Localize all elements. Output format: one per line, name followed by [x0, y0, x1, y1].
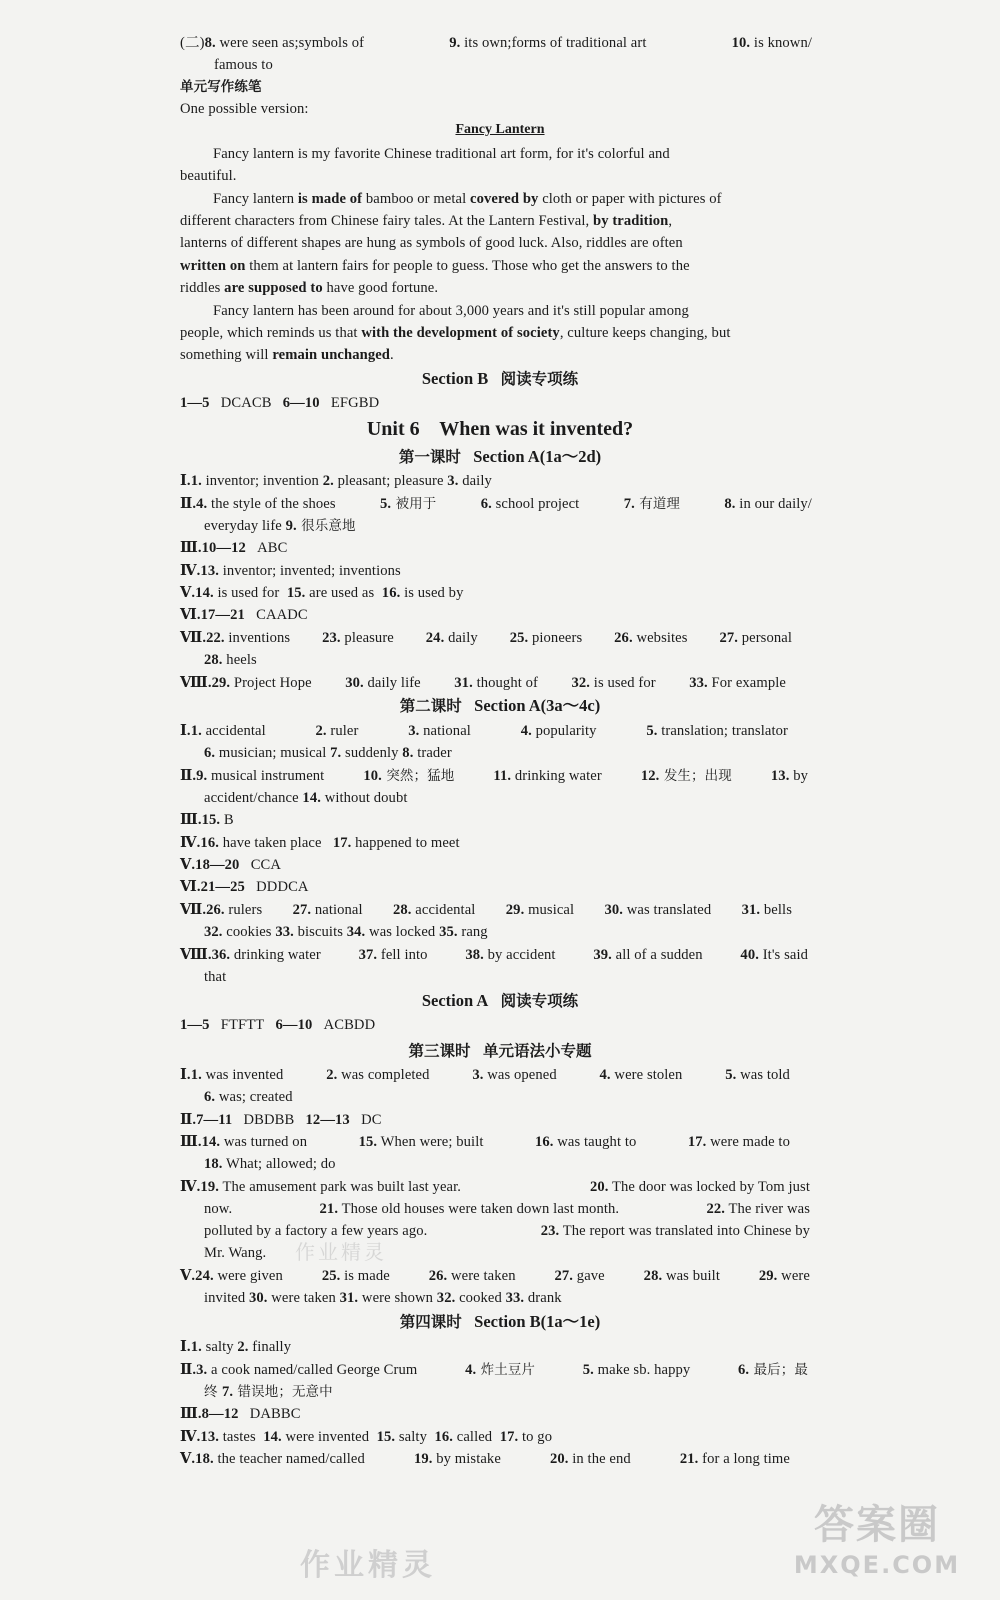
writing-section-heading: 单元写作练笔 [180, 79, 262, 95]
answer-line: Ⅴ.18—20 CCA [180, 857, 282, 873]
essay-line: different characters from Chinese fairy tales. At the Lantern Festival, by tradition, [180, 213, 673, 229]
unit-title: Unit 6 When was it invented? [366, 418, 634, 440]
answer-line: 1—5 FTFTT 6—10 ACBDD [180, 1017, 376, 1033]
answer-line: Ⅲ.10—12 ABC [180, 540, 288, 556]
answer-line: 1—5 DCACB 6—10 EFGBD [180, 395, 380, 411]
answer-line: Ⅲ.15. B [180, 812, 234, 828]
logo-domain: MXQE.COM [793, 1551, 961, 1579]
answer-line: 6. was; created [204, 1089, 293, 1105]
answer-line: Ⅱ.3. a cook named/called George Crum 4. 炸土豆片 5. make sb. happy 6. 最后；最 [180, 1362, 808, 1378]
answer-line: now. 21. Those old houses were taken down last month. 22. The river was [204, 1201, 810, 1217]
answer-line: famous to [214, 57, 273, 73]
answer-line: Ⅷ.29. Project Hope 30. daily life 31. thought of 32. is used for 33. For example [180, 675, 786, 691]
essay-line: Fancy lantern is my favorite Chinese traditional art form, for it's colorful and [213, 146, 670, 162]
answer-line: Ⅳ.13. inventor; invented; inventions [180, 563, 401, 579]
essay-line: something will remain unchanged. [180, 347, 394, 363]
answer-line: Ⅳ.19. The amusement park was built last year. 20. The door was locked by Tom just [180, 1179, 810, 1195]
lesson-heading: 第三课时 单元语法小专题 [408, 1042, 592, 1060]
essay-line: people, which reminds us that with the development of society, culture keeps changing, but [180, 325, 731, 341]
answer-line: Ⅰ.1. accidental 2. ruler 3. national 4. popularity 5. translation; translator [180, 723, 788, 739]
essay-line: beautiful. [180, 168, 237, 184]
answer-line: invited 30. were taken 31. were shown 32. cooked 33. drank [204, 1290, 562, 1306]
answer-line: Ⅳ.16. have taken place 17. happened to meet [180, 835, 460, 851]
answer-line: polluted by a factory a few years ago. 23. The report was translated into Chinese by [204, 1223, 810, 1239]
answer-line: Ⅴ.18. the teacher named/called 19. by mistake 20. in the end 21. for a long time [180, 1451, 790, 1467]
answer-line: that [204, 969, 227, 985]
answer-line: Ⅲ.8—12 DABBC [180, 1406, 301, 1422]
essay-line: Fancy lantern is made of bamboo or metal covered by cloth or paper with pictures of [213, 191, 722, 207]
answer-line: Ⅲ.14. was turned on 15. When were; built 16. was taught to 17. were made to [180, 1134, 790, 1150]
answer-line: Ⅱ.7—11 DBDBB 12—13 DC [180, 1112, 382, 1128]
lesson-heading: 第四课时 Section B(1a～1e) [399, 1312, 601, 1331]
answer-line: Ⅵ.21—25 DDDCA [180, 879, 309, 895]
section-heading: Section A 阅读专项练 [421, 991, 579, 1010]
answer-line: Ⅰ.1. salty 2. finally [180, 1339, 292, 1355]
section-heading: Section B 阅读专项练 [421, 369, 579, 388]
answer-line: 6. musician; musical 7. suddenly 8. trader [204, 745, 452, 761]
essay-line: lanterns of different shapes are hung as symbols of good luck. Also, riddles are often [180, 235, 683, 251]
watermark-text: 作业精灵 [295, 1240, 387, 1264]
answer-line: Ⅰ.1. was invented 2. was completed 3. was opened 4. were stolen 5. was told [180, 1067, 790, 1083]
answer-line: 32. cookies 33. biscuits 34. was locked 35. rang [204, 924, 488, 940]
answer-line: 18. What; allowed; do [204, 1156, 336, 1172]
answer-line: Ⅴ.14. is used for 15. are used as 16. is used by [180, 585, 464, 601]
essay-line: written on them at lantern fairs for people to guess. Those who get the answers to the [180, 258, 690, 274]
answer-line: Ⅱ.9. musical instrument 10. 突然；猛地 11. drinking water 12. 发生；出现 13. by [180, 768, 808, 784]
logo-text: 答案圈 [814, 1502, 940, 1548]
answer-line: everyday life 9. 很乐意地 [204, 518, 356, 534]
answer-line: Ⅳ.13. tastes 14. were invented 15. salty 16. called 17. to go [180, 1429, 553, 1445]
possible-version-label: One possible version: [180, 101, 309, 117]
answer-line: (二)8. were seen as;symbols of 9. its own;forms of traditional art 10. is known/ [180, 35, 812, 51]
site-logo [782, 1500, 972, 1595]
lesson-heading: 第二课时 Section A(3a～4c) [399, 696, 601, 715]
answer-line: 终 7. 错误地；无意中 [204, 1384, 333, 1400]
essay-title: Fancy Lantern [455, 122, 545, 137]
essay-line: riddles are supposed to have good fortune. [180, 280, 439, 296]
answer-line: Mr. Wang. [204, 1245, 267, 1261]
answer-line: Ⅵ.17—21 CAADC [180, 607, 308, 623]
answer-line: Ⅶ.26. rulers 27. national 28. accidental 29. musical 30. was translated 31. bells [180, 902, 792, 918]
answer-line: Ⅷ.36. drinking water 37. fell into 38. by accident 39. all of a sudden 40. It's said [180, 947, 808, 963]
answer-line: Ⅱ.4. the style of the shoes 5. 被用于 6. school project 7. 有道理 8. in our daily/ [180, 496, 812, 512]
answer-line: Ⅰ.1. inventor; invention 2. pleasant; pleasure 3. daily [180, 473, 492, 489]
watermark-text: 作业精灵 [300, 1548, 436, 1583]
answer-line: Ⅴ.24. were given 25. is made 26. were taken 27. gave 28. was built 29. were [180, 1268, 810, 1284]
answer-line: 28. heels [204, 652, 257, 668]
answer-line: Ⅶ.22. inventions 23. pleasure 24. daily 25. pioneers 26. websites 27. personal [180, 630, 792, 646]
lesson-heading: 第一课时 Section A(1a～2d) [398, 447, 602, 466]
essay-line: Fancy lantern has been around for about 3,000 years and it's still popular among [213, 303, 689, 319]
answer-line: accident/chance 14. without doubt [204, 790, 408, 806]
